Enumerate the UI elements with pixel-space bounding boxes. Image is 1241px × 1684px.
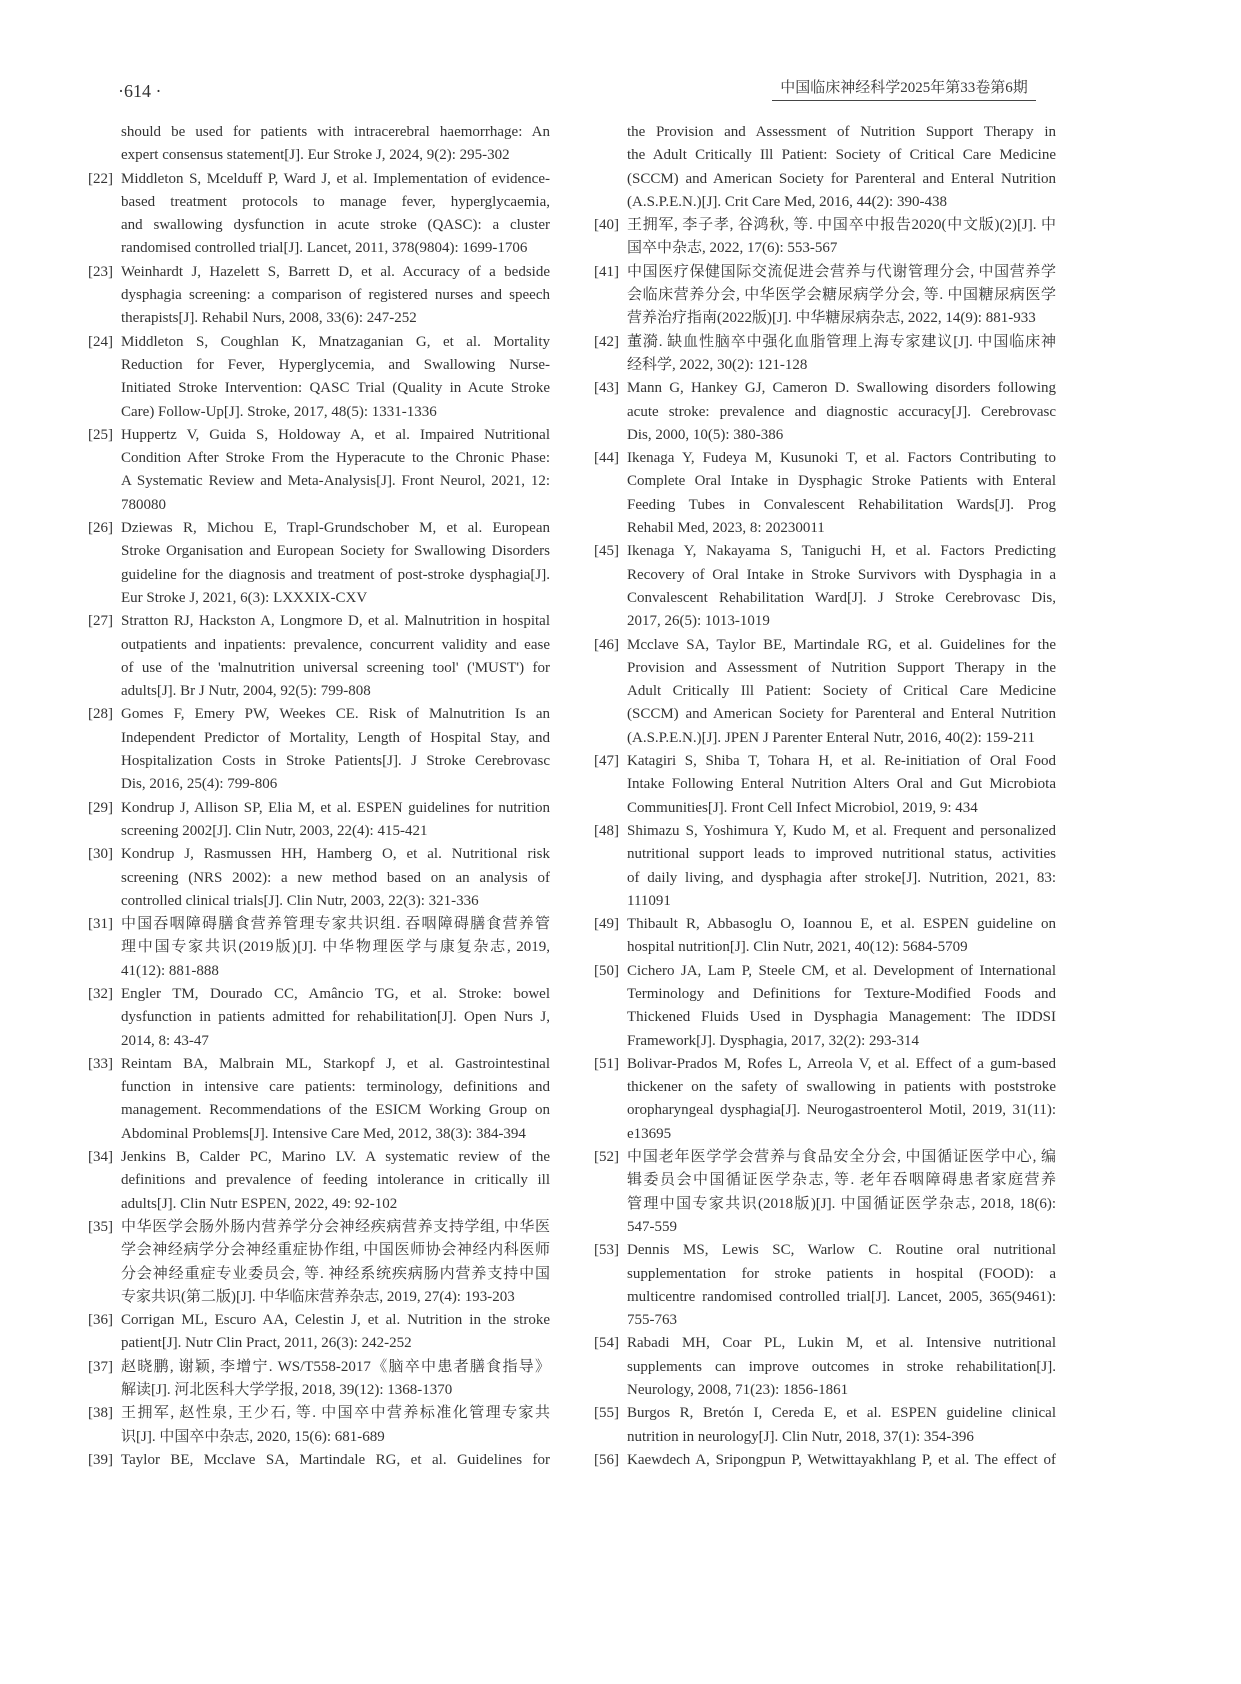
page-number: ·614 · bbox=[118, 81, 162, 101]
reference-line: patient[J]. Nutr Clin Pract, 2011, 26(3): 242-252 bbox=[121, 1335, 412, 1352]
reference-line: 国卒中杂志, 2022, 17(6): 553-567 bbox=[627, 240, 838, 257]
reference-item bbox=[594, 1332, 1056, 1402]
reference-line: Stroke Organisation and European Society for Swallowing Disorders bbox=[121, 543, 550, 560]
reference-line: Bolivar-Prados M, Rofes L, Arreola V, et al. Effect of a gum-based bbox=[627, 1055, 1056, 1072]
reference-line: Neurology, 2008, 71(23): 1856-1861 bbox=[627, 1382, 849, 1399]
reference-line: Huppertz V, Guida S, Holdoway A, et al. Impaired Nutritional bbox=[121, 426, 550, 443]
reference-line: screening 2002[J]. Clin Nutr, 2003, 22(4): 415-421 bbox=[121, 822, 428, 839]
reference-number: [41] bbox=[594, 263, 619, 280]
reference-line: supplementation for stroke patients in hospital (FOOD): a bbox=[627, 1265, 1056, 1282]
reference-line: oropharyngeal dysphagia[J]. Neurogastroenterol Motil, 2019, 31(11): bbox=[627, 1102, 1056, 1119]
reference-line: the Provision and Assessment of Nutrition Support Therapy in bbox=[627, 124, 1056, 140]
reference-column-left bbox=[88, 121, 550, 1472]
reference-item bbox=[594, 121, 1056, 214]
reference-line: Framework[J]. Dysphagia, 2017, 32(2): 293-314 bbox=[627, 1032, 920, 1049]
reference-line: 解读[J]. 河北医科大学学报, 2018, 39(12): 1368-1370 bbox=[121, 1382, 453, 1399]
reference-line: (A.S.P.E.N.)[J]. JPEN J Parenter Enteral Nutr, 2016, 40(2): 159-211 bbox=[627, 729, 1035, 746]
reference-column-right bbox=[594, 121, 1056, 1472]
reference-number: [29] bbox=[88, 799, 113, 816]
reference-line: 41(12): 881-888 bbox=[121, 962, 219, 979]
reference-line: therapists[J]. Rehabil Nurs, 2008, 33(6): 247-252 bbox=[121, 310, 417, 327]
reference-number: [44] bbox=[594, 450, 619, 467]
reference-line: 中国吞咽障碍膳食营养管理专家共识组. 吞咽障碍膳食营养管 bbox=[121, 916, 550, 933]
reference-item bbox=[88, 261, 550, 331]
reference-line: should be used for patients with intracerebral haemorrhage: An bbox=[121, 124, 550, 140]
reference-line: Adult Critically Ill Patient: Society of Critical Care Medicine bbox=[627, 683, 1056, 700]
reference-line: 识[J]. 中国卒中杂志, 2020, 15(6): 681-689 bbox=[121, 1428, 385, 1445]
reference-item bbox=[88, 1309, 550, 1356]
reference-number: [56] bbox=[594, 1451, 619, 1468]
reference-line: 赵晓鹏, 谢颖, 李增宁. WS/T558-2017《脑卒中患者膳食指导》 bbox=[121, 1358, 550, 1375]
reference-item bbox=[594, 447, 1056, 540]
reference-line: the Adult Critically Ill Patient: Society of Critical Care Medicine bbox=[627, 147, 1056, 164]
reference-line: Hospitalization Costs in Stroke Patients[J]. J Stroke Cerebrovasc bbox=[121, 753, 550, 770]
reference-item bbox=[594, 820, 1056, 913]
reference-number: [24] bbox=[88, 333, 113, 350]
reference-item bbox=[594, 1449, 1056, 1472]
reference-line: Weinhardt J, Hazelett S, Barrett D, et al. Accuracy of a bedside bbox=[121, 263, 550, 280]
reference-number: [28] bbox=[88, 706, 113, 723]
reference-line: Kaewdech A, Sripongpun P, Wetwittayakhlang P, et al. The effect of bbox=[627, 1451, 1056, 1468]
reference-line: Eur Stroke J, 2021, 6(3): LXXXIX-CXV bbox=[121, 589, 368, 606]
reference-line: Convalescent Rehabilitation Ward[J]. J Stroke Cerebrovasc Dis, bbox=[627, 589, 1056, 606]
reference-line: Terminology and Definitions for Texture-Modified Foods and bbox=[627, 985, 1056, 1002]
reference-line: Jenkins B, Calder PC, Marino LV. A systematic review of the bbox=[121, 1149, 550, 1166]
reference-item bbox=[88, 168, 550, 261]
reference-number: [23] bbox=[88, 263, 113, 280]
reference-number: [39] bbox=[88, 1451, 113, 1468]
reference-item bbox=[88, 1449, 550, 1472]
reference-item bbox=[88, 797, 550, 844]
reference-number: [25] bbox=[88, 426, 113, 443]
reference-line: (A.S.P.E.N.)[J]. Crit Care Med, 2016, 44(2): 390-438 bbox=[627, 193, 947, 210]
reference-line: Dis, 2016, 25(4): 799-806 bbox=[121, 776, 278, 793]
reference-number: [52] bbox=[594, 1149, 619, 1166]
reference-number: [32] bbox=[88, 985, 113, 1002]
reference-line: 理中国专家共识(2019版)[J]. 中华物理医学与康复杂志, 2019, bbox=[121, 939, 550, 956]
reference-line: A Systematic Review and Meta-Analysis[J]. Front Neurol, 2021, 12: bbox=[121, 473, 550, 490]
journal-running-header: 中国临床神经科学2025年第33卷第6期 bbox=[772, 78, 1036, 101]
reference-number: [38] bbox=[88, 1405, 113, 1422]
reference-number: [47] bbox=[594, 753, 619, 770]
reference-line: 中国医疗保健国际交流促进会营养与代谢管理分会, 中国营养学 bbox=[627, 263, 1056, 280]
reference-line: dysphagia screening: a comparison of registered nurses and speech bbox=[121, 287, 550, 304]
reference-line: Independent Predictor of Mortality, Length of Hospital Stay, and bbox=[121, 729, 550, 746]
reference-item bbox=[88, 424, 550, 517]
reference-line: Mcclave SA, Taylor BE, Martindale RG, et al. Guidelines for the bbox=[627, 636, 1056, 653]
reference-line: Middleton S, Coughlan K, Mnatzaganian G, et al. Mortality bbox=[121, 333, 550, 350]
reference-line: adults[J]. Br J Nutr, 2004, 92(5): 799-808 bbox=[121, 683, 371, 700]
reference-item bbox=[594, 261, 1056, 331]
reference-line: Gomes F, Emery PW, Weekes CE. Risk of Malnutrition Is an bbox=[121, 706, 550, 723]
reference-line: 中国老年医学学会营养与食品安全分会, 中国循证医学中心, 编 bbox=[627, 1149, 1056, 1166]
reference-line: Taylor BE, Mcclave SA, Martindale RG, et al. Guidelines for bbox=[121, 1451, 550, 1468]
reference-number: [37] bbox=[88, 1358, 113, 1375]
reference-line: nutrition in neurology[J]. Clin Nutr, 2018, 37(1): 354-396 bbox=[627, 1428, 974, 1445]
reference-line: randomised controlled trial[J]. Lancet, 2011, 378(9804): 1699-1706 bbox=[121, 240, 528, 257]
reference-line: 111091 bbox=[627, 892, 671, 909]
reference-line: 经科学, 2022, 30(2): 121-128 bbox=[627, 356, 808, 373]
reference-line: Complete Oral Intake in Dysphagic Stroke Patients with Enteral bbox=[627, 473, 1056, 490]
reference-item bbox=[88, 913, 550, 983]
reference-line: Intake Following Enteral Nutrition Alters Oral and Gut Microbiota bbox=[627, 776, 1056, 793]
reference-line: 管理中国专家共识(2018版)[J]. 中国循证医学杂志, 2018, 18(6): bbox=[627, 1195, 1056, 1212]
reference-line: Rabadi MH, Coar PL, Lukin M, et al. Intensive nutritional bbox=[627, 1335, 1056, 1352]
reference-item bbox=[594, 750, 1056, 820]
reference-number: [33] bbox=[88, 1055, 113, 1072]
reference-line: supplements can improve outcomes in stroke rehabilitation[J]. bbox=[627, 1358, 1056, 1375]
reference-line: expert consensus statement[J]. Eur Stroke J, 2024, 9(2): 295-302 bbox=[121, 147, 510, 164]
reference-number: [55] bbox=[594, 1405, 619, 1422]
reference-number: [26] bbox=[88, 520, 113, 537]
reference-item bbox=[594, 634, 1056, 750]
reference-item bbox=[594, 331, 1056, 378]
reference-item bbox=[88, 331, 550, 424]
reference-line: management. Recommendations of the ESICM Working Group on bbox=[121, 1102, 550, 1119]
reference-line: Katagiri S, Shiba T, Tohara H, et al. Re-initiation of Oral Food bbox=[627, 753, 1056, 770]
reference-item bbox=[88, 1053, 550, 1146]
reference-item bbox=[88, 517, 550, 610]
reference-item bbox=[594, 214, 1056, 261]
reference-item bbox=[594, 1146, 1056, 1239]
reference-number: [50] bbox=[594, 962, 619, 979]
reference-line: Burgos R, Bretón I, Cereda E, et al. ESPEN guideline clinical bbox=[627, 1405, 1056, 1422]
reference-line: 营养治疗指南(2022版)[J]. 中华糖尿病杂志, 2022, 14(9): 881-933 bbox=[627, 310, 1036, 327]
reference-line: Kondrup J, Allison SP, Elia M, et al. ESPEN guidelines for nutrition bbox=[121, 799, 550, 816]
reference-line: Ikenaga Y, Nakayama S, Taniguchi H, et al. Factors Predicting bbox=[627, 543, 1056, 560]
reference-line: 2014, 8: 43-47 bbox=[121, 1032, 209, 1049]
reference-line: 755-763 bbox=[627, 1312, 677, 1329]
reference-item bbox=[594, 377, 1056, 447]
reference-line: of daily living, and dysphagia after stroke[J]. Nutrition, 2021, 83: bbox=[627, 869, 1056, 886]
reference-line: Stratton RJ, Hackston A, Longmore D, et al. Malnutrition in hospital bbox=[121, 613, 550, 630]
reference-line: Middleton S, Mcelduff P, Ward J, et al. Implementation of evidence- bbox=[121, 170, 550, 187]
reference-number: [36] bbox=[88, 1312, 113, 1329]
reference-line: nutritional support leads to improved nutritional status, activities bbox=[627, 846, 1056, 863]
reference-line: (SCCM) and American Society for Parenteral and Enteral Nutrition bbox=[627, 706, 1056, 723]
reference-number: [51] bbox=[594, 1055, 619, 1072]
reference-item bbox=[88, 121, 550, 168]
reference-number: [49] bbox=[594, 916, 619, 933]
reference-number: [43] bbox=[594, 380, 619, 397]
reference-number: [31] bbox=[88, 916, 113, 933]
reference-line: function in intensive care patients: terminology, definitions and bbox=[121, 1079, 550, 1096]
reference-line: 学会神经病学分会神经重症协作组, 中国医师协会神经内科医师 bbox=[121, 1242, 550, 1259]
reference-line: 分会神经重症专业委员会, 等. 神经系统疾病肠内营养支持中国 bbox=[121, 1265, 550, 1282]
reference-line: Condition After Stroke From the Hyperacute to the Chronic Phase: bbox=[121, 450, 550, 467]
reference-line: and swallowing dysfunction in acute stroke (QASC): a cluster bbox=[121, 217, 550, 234]
reference-number: [53] bbox=[594, 1242, 619, 1259]
reference-line: adults[J]. Clin Nutr ESPEN, 2022, 49: 92-102 bbox=[121, 1195, 398, 1212]
reference-item bbox=[88, 703, 550, 796]
reference-line: e13695 bbox=[627, 1125, 672, 1142]
reference-item bbox=[594, 1239, 1056, 1332]
reference-line: 专家共识(第二版)[J]. 中华临床营养杂志, 2019, 27(4): 193-203 bbox=[121, 1288, 515, 1305]
reference-line: Recovery of Oral Intake in Stroke Survivors with Dysphagia in a bbox=[627, 566, 1056, 583]
reference-number: [27] bbox=[88, 613, 113, 630]
reference-line: Thickened Fluids Used in Dysphagia Management: The IDDSI bbox=[627, 1009, 1056, 1026]
reference-line: thickener on the safety of swallowing in patients with poststroke bbox=[627, 1079, 1056, 1096]
reference-line: Kondrup J, Rasmussen HH, Hamberg O, et al. Nutritional risk bbox=[121, 846, 550, 863]
reference-number: [30] bbox=[88, 846, 113, 863]
reference-number: [46] bbox=[594, 636, 619, 653]
reference-number: [48] bbox=[594, 822, 619, 839]
reference-number: [54] bbox=[594, 1335, 619, 1352]
reference-line: Provision and Assessment of Nutrition Support Therapy in the bbox=[627, 659, 1056, 676]
reference-number: [40] bbox=[594, 217, 619, 234]
reference-line: Feeding Tubes in Convalescent Rehabilitation Wards[J]. Prog bbox=[627, 496, 1056, 513]
reference-item bbox=[594, 1053, 1056, 1146]
reference-item bbox=[594, 960, 1056, 1053]
reference-line: Mann G, Hankey GJ, Cameron D. Swallowing disorders following bbox=[627, 380, 1056, 397]
reference-item bbox=[88, 1402, 550, 1449]
reference-line: Dziewas R, Michou E, Trapl-Grundschober M, et al. European bbox=[121, 520, 550, 537]
reference-line: Thibault R, Abbasoglu O, Ioannou E, et al. ESPEN guideline on bbox=[627, 916, 1056, 933]
reference-line: 王拥军, 赵性泉, 王少石, 等. 中国卒中营养标准化管理专家共 bbox=[121, 1405, 550, 1422]
reference-number: [42] bbox=[594, 333, 619, 350]
reference-line: Reduction for Fever, Hyperglycemia, and Swallowing Nurse- bbox=[121, 356, 550, 373]
reference-item bbox=[594, 913, 1056, 960]
reference-number: [45] bbox=[594, 543, 619, 560]
reference-line: 王拥军, 李子孝, 谷鸿秋, 等. 中国卒中报告2020(中文版)(2)[J]. 中 bbox=[627, 217, 1056, 234]
reference-item bbox=[88, 1356, 550, 1403]
reference-item bbox=[88, 983, 550, 1053]
reference-line: multicentre randomised controlled trial[J]. Lancet, 2005, 365(9461): bbox=[627, 1288, 1056, 1305]
reference-line: 会临床营养分会, 中华医学会糖尿病学分会, 等. 中国糖尿病医学 bbox=[627, 287, 1056, 304]
reference-number: [35] bbox=[88, 1218, 113, 1235]
reference-line: 辑委员会中国循证医学杂志, 等. 老年吞咽障碍患者家庭营养 bbox=[627, 1172, 1056, 1189]
reference-line: Initiated Stroke Intervention: QASC Trial (Quality in Acute Stroke bbox=[121, 380, 550, 397]
reference-line: 780080 bbox=[121, 496, 166, 513]
reference-line: 中华医学会肠外肠内营养学分会神经疾病营养支持学组, 中华医 bbox=[121, 1218, 550, 1235]
reference-line: hospital nutrition[J]. Clin Nutr, 2021, 40(12): 5684-5709 bbox=[627, 939, 968, 956]
reference-line: (SCCM) and American Society for Parenteral and Enteral Nutrition bbox=[627, 170, 1056, 187]
reference-item bbox=[88, 610, 550, 703]
reference-item bbox=[594, 540, 1056, 633]
reference-line: Dennis MS, Lewis SC, Warlow C. Routine oral nutritional bbox=[627, 1242, 1056, 1259]
reference-line: Abdominal Problems[J]. Intensive Care Med, 2012, 38(3): 384-394 bbox=[121, 1125, 526, 1142]
reference-item bbox=[88, 1146, 550, 1216]
reference-line: outpatients and inpatients: prevalence, concurrent validity and ease bbox=[121, 636, 550, 653]
reference-line: 董漪. 缺血性脑卒中强化血脂管理上海专家建议[J]. 中国临床神 bbox=[627, 333, 1056, 350]
reference-line: definitions and prevalence of feeding intolerance in critically ill bbox=[121, 1172, 550, 1189]
reference-number: [22] bbox=[88, 170, 113, 187]
reference-line: 2017, 26(5): 1013-1019 bbox=[627, 613, 770, 630]
reference-number: [34] bbox=[88, 1149, 113, 1166]
reference-line: Reintam BA, Malbrain ML, Starkopf J, et al. Gastrointestinal bbox=[121, 1055, 550, 1072]
reference-line: Cichero JA, Lam P, Steele CM, et al. Development of International bbox=[627, 962, 1056, 979]
reference-line: based treatment protocols to manage fever, hyperglycaemia, bbox=[121, 193, 550, 210]
reference-line: Communities[J]. Front Cell Infect Microbiol, 2019, 9: 434 bbox=[627, 799, 978, 816]
reference-item bbox=[88, 1216, 550, 1309]
reference-line: acute stroke: prevalence and diagnostic accuracy[J]. Cerebrovasc bbox=[627, 403, 1056, 420]
reference-line: screening (NRS 2002): a new method based on an analysis of bbox=[121, 869, 550, 886]
reference-line: of use of the 'malnutrition universal screening tool' ('MUST') for bbox=[121, 659, 550, 676]
reference-line: dysfunction in patients admitted for rehabilitation[J]. Open Nurs J, bbox=[121, 1009, 550, 1026]
reference-line: Shimazu S, Yoshimura Y, Kudo M, et al. Frequent and personalized bbox=[627, 822, 1056, 839]
reference-item bbox=[88, 843, 550, 913]
reference-line: Care) Follow-Up[J]. Stroke, 2017, 48(5): 1331-1336 bbox=[121, 403, 437, 420]
reference-line: Corrigan ML, Escuro AA, Celestin J, et al. Nutrition in the stroke bbox=[121, 1312, 550, 1329]
reference-line: Ikenaga Y, Fudeya M, Kusunoki T, et al. Factors Contributing to bbox=[627, 450, 1056, 467]
reference-line: Rehabil Med, 2023, 8: 20230011 bbox=[627, 520, 825, 537]
reference-line: guideline for the diagnosis and treatment of post-stroke dysphagia[J]. bbox=[121, 566, 550, 583]
reference-line: 547-559 bbox=[627, 1218, 677, 1235]
reference-line: controlled clinical trials[J]. Clin Nutr, 2003, 22(3): 321-336 bbox=[121, 892, 479, 909]
reference-line: Engler TM, Dourado CC, Amâncio TG, et al. Stroke: bowel bbox=[121, 985, 550, 1002]
reference-line: Dis, 2000, 10(5): 380-386 bbox=[627, 426, 784, 443]
reference-item bbox=[594, 1402, 1056, 1449]
